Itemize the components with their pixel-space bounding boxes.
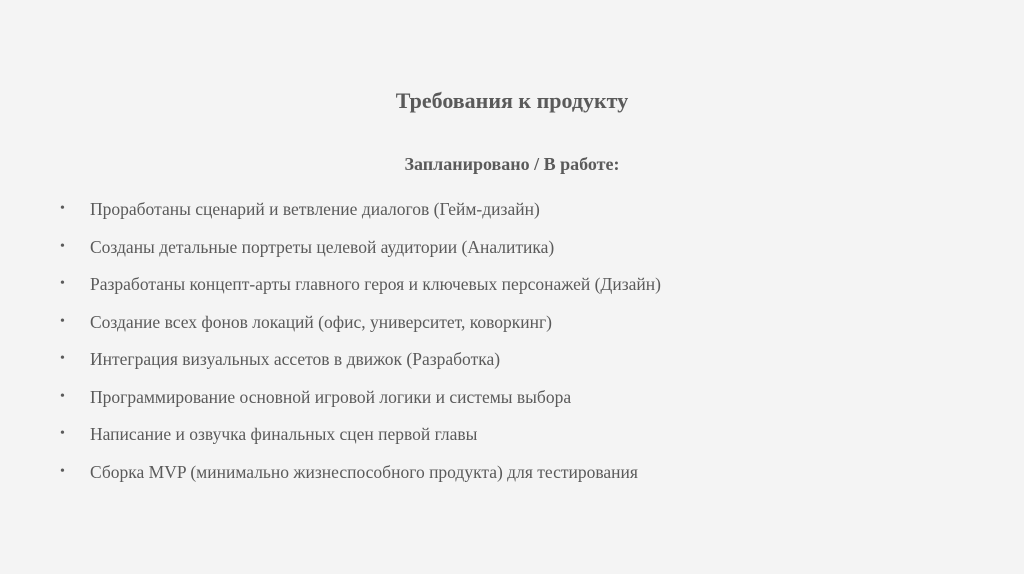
bullet-icon: • — [60, 388, 65, 404]
list-item — [60, 273, 980, 311]
list-item-text: Создание всех фонов локаций (офис, университет, коворкинг) — [90, 311, 552, 332]
list-item-text: Программирование основной игровой логики и системы выбора — [90, 386, 572, 407]
list-item-text: Проработаны сценарий и ветвление диалогов (Гейм-дизайн) — [90, 199, 540, 219]
slide-title: Требования к продукту — [395, 88, 629, 113]
bullet-icon: • — [60, 426, 65, 441]
list-item — [60, 423, 980, 461]
bullet-icon: • — [60, 313, 65, 329]
bullet-icon: • — [60, 201, 65, 216]
list-item — [60, 461, 980, 499]
list-item-text: Написание и озвучка финальных сцен первой главы — [90, 424, 478, 444]
list-item-text: Разработаны концепт-арты главного героя и ключевых персонажей (Дизайн) — [90, 274, 661, 294]
bullet-icon: • — [60, 351, 65, 366]
bullet-icon: • — [60, 463, 65, 479]
list-item — [60, 311, 980, 349]
bullet-icon: • — [60, 238, 65, 254]
slide-subtitle: Запланировано / В работе: — [404, 154, 620, 174]
list-item-text: Интеграция визуальных ассетов в движок (Разработка) — [90, 349, 501, 369]
bullet-icon: • — [60, 276, 65, 291]
list-item — [60, 198, 980, 236]
list-item-text: Сборка MVP (минимально жизнеспособного продукта) для тестирования — [90, 461, 638, 482]
list-item-text: Созданы детальные портреты целевой аудитории (Аналитика) — [90, 236, 555, 257]
list-item — [60, 236, 980, 274]
list-item — [60, 348, 980, 386]
list-item — [60, 386, 980, 424]
requirements-list — [60, 198, 980, 498]
